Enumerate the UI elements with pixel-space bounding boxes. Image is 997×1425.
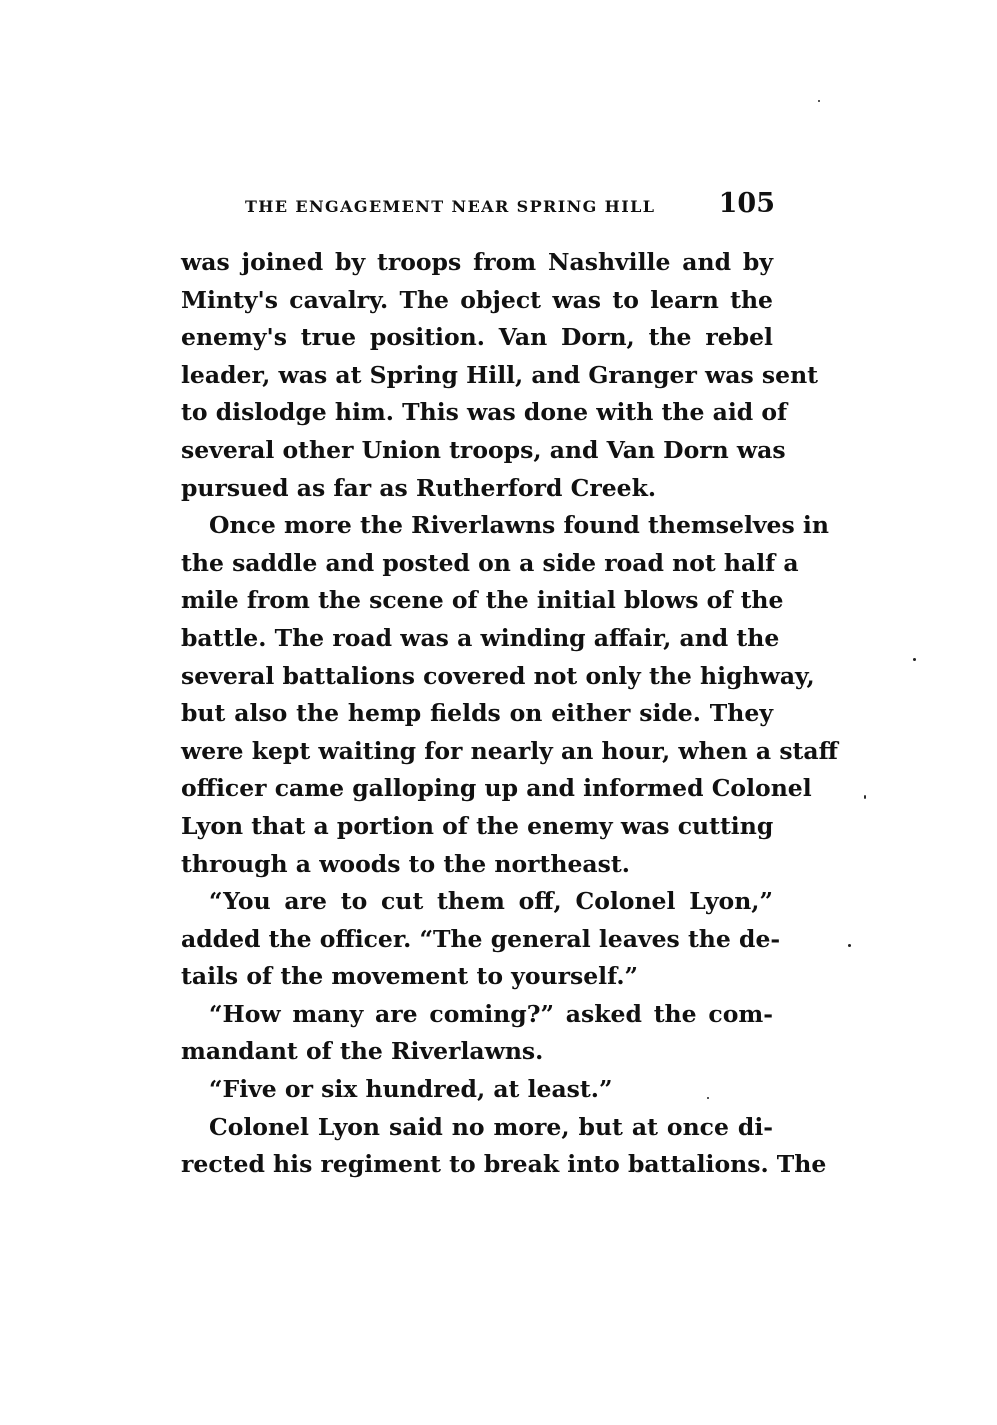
text-line: Once more the Riverlawns found themselves in <box>209 511 829 540</box>
text-line: pursued as far as Rutherford Creek. <box>181 473 657 502</box>
text-line: enemy's true position. Van Dorn, the rebel <box>181 323 773 352</box>
text-line: mandant of the Riverlawns. <box>181 1037 544 1066</box>
text-line: Colonel Lyon said no more, but at once di- <box>209 1112 773 1141</box>
scan-speck <box>818 100 820 102</box>
scan-speck <box>864 795 866 799</box>
text-line: Minty's cavalry. The object was to learn the <box>181 285 773 314</box>
scan-speck <box>707 1097 709 1099</box>
running-header <box>245 188 775 228</box>
page-number: 105 <box>718 188 775 219</box>
text-line: tails of the movement to yourself.” <box>181 962 639 991</box>
text-line: “You are to cut them off, Colonel Lyon,” <box>209 887 773 916</box>
paragraph <box>181 1071 773 1109</box>
text-line: was joined by troops from Nashville and by <box>181 248 773 276</box>
paragraph <box>181 507 838 883</box>
text-line: added the officer. “The general leaves the de- <box>181 924 781 953</box>
text-line: through a woods to the northeast. <box>181 849 630 878</box>
text-line: to dislodge him. This was done with the aid of <box>181 398 788 427</box>
text-line: mile from the scene of the initial blows of the <box>181 586 784 615</box>
paragraph <box>181 883 781 996</box>
body-text <box>181 244 838 1184</box>
text-line: the saddle and posted on a side road not half a <box>181 548 799 577</box>
text-line: several battalions covered not only the highway, <box>181 661 815 690</box>
text-line: officer came galloping up and informed Colonel <box>181 774 812 803</box>
running-title: THE ENGAGEMENT NEAR SPRING HILL <box>245 197 656 216</box>
text-line: leader, was at Spring Hill, and Granger was sent <box>181 360 819 389</box>
text-line: rected his regiment to break into battalions. The <box>181 1150 827 1179</box>
text-line: Lyon that a portion of the enemy was cutting <box>181 811 774 840</box>
paragraph <box>181 244 819 507</box>
text-line: “How many are coming?” asked the com- <box>209 999 773 1028</box>
paragraph <box>181 1109 827 1184</box>
scan-speck <box>848 944 851 947</box>
paragraph <box>181 996 773 1071</box>
text-line: but also the hemp fields on either side. They <box>181 699 773 728</box>
text-line: “Five or six hundred, at least.” <box>209 1075 613 1104</box>
text-line: battle. The road was a winding affair, and the <box>181 623 780 652</box>
text-line: several other Union troops, and Van Dorn was <box>181 435 786 464</box>
text-line: were kept waiting for nearly an hour, when a staff <box>181 736 838 765</box>
scan-speck <box>913 658 916 661</box>
